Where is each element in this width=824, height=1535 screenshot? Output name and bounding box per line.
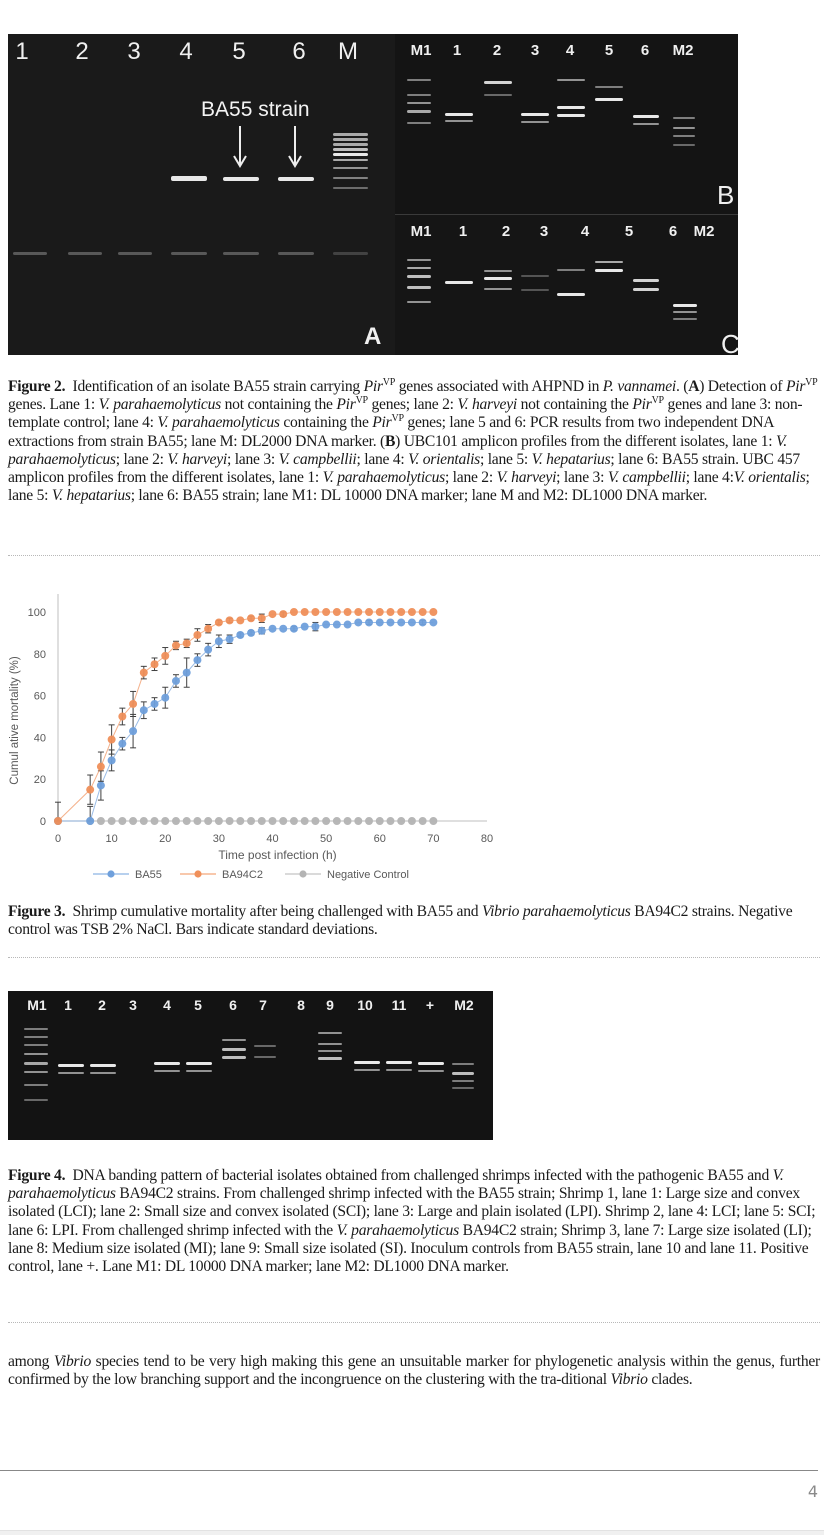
gel-lane-label: 3 [530,42,540,59]
caption-text: Identification of an isolate BA55 strain carrying [72,378,364,395]
data-point [323,621,330,628]
data-point [387,619,394,626]
species-name: V. parahaemolyticus [8,432,787,468]
data-point [419,619,426,626]
body-text: species tend to be very high making this gene an unsuitable marker for phylogenetic analysis within the genus, further confirmed by the low branching support and the incongruence on the clustering with the tra-ditional [8,1353,820,1389]
figure3-caption [8,903,820,939]
x-tick-label: 30 [212,833,225,845]
figure4-gel-image [8,991,493,1140]
data-point [376,619,383,626]
caption-text: BA94C2 strains. Negative control was TSB 2% NaCl. Bars indicate standard deviations. [8,903,793,939]
gene-superscript: VP [355,395,368,407]
species-name: hepatarius [66,487,131,505]
gel-lane-label: 4 [163,997,171,1013]
gel-lane-label: 1 [458,223,468,240]
gel-lane-label: 3 [129,997,137,1013]
caption-text: ; lane 4: [356,450,409,468]
genus-name: Vibrio [610,1371,648,1389]
arrow-down-icon [232,126,248,168]
data-point [140,669,147,676]
y-tick-label: 0 [39,816,46,828]
data-point [172,642,179,649]
panel-ref: A [688,378,700,395]
gene-name: Pir [632,396,652,414]
series-line-ba55 [58,622,433,821]
data-point [162,694,169,701]
data-point [430,619,437,626]
species-name: V. campbellii [278,450,357,468]
data-point [365,619,372,626]
species-name: Vibrio parahaemolyticus [481,903,631,920]
data-point [301,817,308,824]
caption-text: . ( [675,378,689,395]
gel-lane-label: M1 [410,223,432,240]
gel-lane-label: 6 [292,38,306,65]
section-divider [8,957,820,958]
data-point [247,615,254,622]
data-point [312,623,319,630]
data-point [237,617,244,624]
data-point [398,817,405,824]
data-point [323,608,330,615]
gel-band [223,177,259,181]
data-point [194,817,201,824]
gel-lane-label: M1 [27,997,47,1013]
data-point [87,817,94,824]
data-point [140,817,147,824]
data-point [119,817,126,824]
species-name: V. harveyi [496,469,557,487]
species-name: V. hepatarius [531,450,611,468]
gel-panel-b [395,34,738,214]
data-point [280,625,287,632]
data-point [108,757,115,764]
gel-panel-a [8,34,395,355]
figure2-label: Figure 2. [8,378,66,395]
data-point [280,610,287,617]
figure3-label: Figure 3. [8,903,66,920]
data-point [215,817,222,824]
gel-band [278,177,314,181]
data-point [151,661,158,668]
data-point [344,817,351,824]
figure4-label: Figure 4. [8,1167,66,1184]
data-point [87,786,94,793]
data-point [269,625,276,632]
gel-lane-label: M2 [454,997,474,1013]
data-point [280,817,287,824]
gel-panel-c [395,215,740,359]
gene-superscript: VP [382,376,396,388]
data-point [398,608,405,615]
x-tick-label: 0 [54,833,62,845]
mortality-chart [0,590,500,885]
panel-letter-b: B [717,180,735,210]
gel-lane-label: 1 [15,38,29,65]
page-number: 4 [807,1482,818,1501]
caption-text: ; lane 2: [115,450,168,468]
panel-letter-c: C [721,329,740,359]
x-tick-label: 10 [105,833,118,845]
arrow-down-icon [287,126,303,168]
caption-text: ; lane 5: [479,450,532,468]
data-point [237,817,244,824]
caption-text: not containing the [516,396,633,414]
data-point [129,728,136,735]
data-point [247,817,254,824]
panel-letter-a: A [364,323,382,350]
gel-lane-label: 5 [624,223,634,240]
data-point [398,619,405,626]
page-bottom-edge [0,1530,824,1535]
gel-lane-label: 11 [391,997,407,1013]
data-point [226,617,233,624]
section-divider [8,555,820,556]
genus-name: Vibrio [53,1353,92,1370]
gene-superscript: VP [391,413,404,425]
data-point [97,817,104,824]
gene-superscript: VP [805,376,818,388]
x-tick-label: 80 [480,833,494,845]
data-point [97,782,104,789]
data-point [376,608,383,615]
footer-rule [0,1470,818,1471]
species-name: V. harveyi [457,396,517,414]
gel-lane-label: 2 [501,223,511,240]
data-point [419,817,426,824]
gene-name: Pir [372,414,392,432]
data-point [355,619,362,626]
gel-lane-label: 4 [580,223,590,240]
data-point [183,817,190,824]
x-tick-label: 50 [320,833,333,845]
data-point [290,817,297,824]
caption-text: ; lane 6: BA55 strain. UBC 457 amplicon profiles from the different isolates, lane 1: [8,450,800,487]
y-tick-label: 100 [27,607,46,619]
data-point [323,817,330,824]
data-point [172,817,179,824]
gel-lane-label: M2 [693,223,715,240]
body-text: among [8,1353,54,1370]
gel-lane-label: 6 [668,223,678,240]
gel-lane-label: 6 [640,42,650,59]
data-point [151,817,158,824]
data-point [119,740,126,747]
x-tick-label: 40 [266,833,279,845]
data-point [312,608,319,615]
gel-lane-label: 4 [179,38,193,65]
gel-lane-label: 5 [232,38,246,65]
data-point [430,817,437,824]
data-point [194,631,201,638]
caption-text: ; lane 3: [556,469,608,487]
gel-lane-label: M1 [410,42,432,59]
caption-text: DNA banding pattern of bacterial isolates obtained from challenged shrimps infected with the pathogenic BA55 and [72,1167,773,1184]
data-point [365,817,372,824]
data-point [258,817,265,824]
species-name: V. orientalis [408,450,480,468]
caption-text: BA94C2 strains. From challenged shrimp infected with the BA55 strain; Shrimp 1, lane 1: Large size and convex isolated (LCI); lane 2: Small size and convex isolated (SCI); lane 3: Large and plain isolated (LPI). Shrimp 2, lane 4: LCI; lane 5: SCI; lane 6: LPI. From challenged shrimp infected with the [8,1185,816,1239]
caption-text: Shrimp cumulative mortality after being challenged with BA55 and [72,903,482,920]
data-point [258,627,265,634]
data-point [376,817,383,824]
species-name: V. parahaemolyticus [322,469,445,487]
gel-band [171,176,207,181]
caption-text: ; lane 5: [8,469,810,505]
species-name: V. parahaemolyticus [157,414,280,432]
caption-text: ; lane 4: [685,469,734,487]
data-point [162,652,169,659]
gel-lane-label: 8 [297,997,305,1013]
gene-name: Pir [336,396,356,414]
panel-divider [395,214,738,215]
data-point [151,700,158,707]
caption-text: ; lane 3: [226,450,279,468]
caption-text: ) Detection of [699,378,786,395]
data-point [408,619,415,626]
gel-lane-label: 4 [565,42,575,59]
data-point [333,608,340,615]
caption-text: containing the [279,414,373,432]
y-tick-label: 80 [33,648,46,661]
y-axis-label: Cumul ative mortality (%) [9,656,21,785]
legend-marker [299,870,306,877]
data-point [333,621,340,628]
data-point [194,656,201,663]
data-point [129,700,136,707]
data-point [344,621,351,628]
gel-lane-label: M [338,38,358,65]
data-point [215,638,222,645]
data-point [333,817,340,824]
species-name: V. parahaemolyticus [336,1221,459,1239]
legend-label: BA94C2 [222,869,263,881]
caption-text: genes associated with AHPND in [395,378,603,395]
gel-lane-label: 5 [604,42,614,59]
data-point [355,817,362,824]
gel-annotation-ba55-strain: BA55 strain [201,98,310,121]
data-point [408,817,415,824]
gel-lane-label: 6 [229,997,237,1013]
data-point [387,817,394,824]
data-point [365,608,372,615]
caption-text: BA94C2 strain; Shrimp 3, lane 7: Large size isolated (LI); lane 8: Medium size isolated (MI); lane 9: Small size isolated (SI). Inoculum controls from BA55 strain, lane 10 and lane 11. Positive control, lane +. Lane M1: DL 10000 DNA marker; lane M2: DL1000 DNA marker. [8,1221,812,1276]
body-paragraph [8,1353,820,1389]
data-point [312,817,319,824]
gel-lane-label: M2 [672,42,694,59]
data-point [226,817,233,824]
data-point [108,736,115,743]
data-point [269,817,276,824]
species-name: V. harveyi [167,450,227,468]
species-name: V. campbellii [607,469,686,487]
data-point [387,608,394,615]
legend-marker [194,870,201,877]
gene-name: Pir [785,378,806,395]
gel-lane-label: + [425,997,435,1013]
figure2-caption [8,378,820,505]
data-point [344,608,351,615]
panel-ref: B [385,432,396,450]
data-point [258,615,265,622]
data-point [119,713,126,720]
figure4-caption [8,1167,820,1276]
x-tick-label: 60 [373,833,386,845]
gel-lane-label: 1 [452,42,462,59]
gel-lane-label: 9 [326,997,334,1013]
data-point [205,817,212,824]
data-point [355,608,362,615]
species-name: V. [51,487,63,505]
data-point [97,763,104,770]
data-point [269,610,276,617]
caption-text: genes; lane 5 and 6: PCR results from two independent DNA extractions from strain BA55; lane M: DL2000 DNA marker. ( [8,414,774,450]
caption-text: genes; lane 2: [367,396,458,414]
data-point [183,640,190,647]
data-point [237,631,244,638]
data-point [290,625,297,632]
gel-lane-label: 3 [127,38,141,65]
data-point [140,707,147,714]
gel-lane-label: 1 [64,997,72,1013]
data-point [301,623,308,630]
y-tick-label: 40 [33,732,46,745]
gel-lane-label: 2 [75,38,89,65]
data-point [301,608,308,615]
species-name: V. parahaemolyticus [8,1167,784,1203]
caption-text: genes. Lane 1: [8,396,99,414]
y-tick-label: 60 [33,690,46,703]
series-line-ba94c2 [58,612,433,821]
legend-marker [107,870,114,877]
data-point [408,608,415,615]
legend-label: BA55 [135,869,162,881]
data-point [205,646,212,653]
body-text: clades. [647,1371,693,1389]
data-point [215,619,222,626]
data-point [108,817,115,824]
legend-label: Negative Control [327,869,409,881]
data-point [430,608,437,615]
gel-lane-label: 5 [194,997,202,1013]
data-point [290,608,297,615]
gel-lane-label: 2 [492,42,502,59]
x-axis-label: Time post infection (h) [218,848,337,862]
data-point [247,629,254,636]
data-point [183,669,190,676]
y-tick-label: 20 [33,774,46,787]
data-point [226,636,233,643]
caption-text: ; lane 2: [444,469,497,487]
figure2-gel-image [8,34,740,359]
gel-lane-label: 10 [357,997,373,1013]
caption-text: ; lane 6: BA55 strain; lane M1: DL 10000 DNA marker; lane M and M2: DL1000 DNA marker. [130,487,708,505]
caption-text: not containing the [220,396,337,414]
data-point [419,608,426,615]
x-tick-label: 20 [159,833,172,845]
species-name: P. vannamei [602,378,676,395]
species-name: V. orientalis [733,469,806,487]
section-divider [8,1322,820,1323]
data-point [129,817,136,824]
gel-lane-label: 2 [98,997,106,1013]
data-point [172,677,179,684]
data-point [162,817,169,824]
species-name: V. parahaemolyticus [98,396,221,414]
gel-lane-label: 3 [539,223,549,240]
data-point [205,625,212,632]
data-point [54,817,61,824]
gene-name: Pir [363,378,383,395]
x-tick-label: 70 [427,833,440,845]
caption-text: ) UBC101 amplicon profiles from the different isolates, lane 1: [395,432,776,450]
gene-superscript: VP [651,395,664,407]
gel-lane-label: 7 [259,997,267,1013]
caption-text: genes and lane 3: non-template control; lane 4: [8,396,803,432]
